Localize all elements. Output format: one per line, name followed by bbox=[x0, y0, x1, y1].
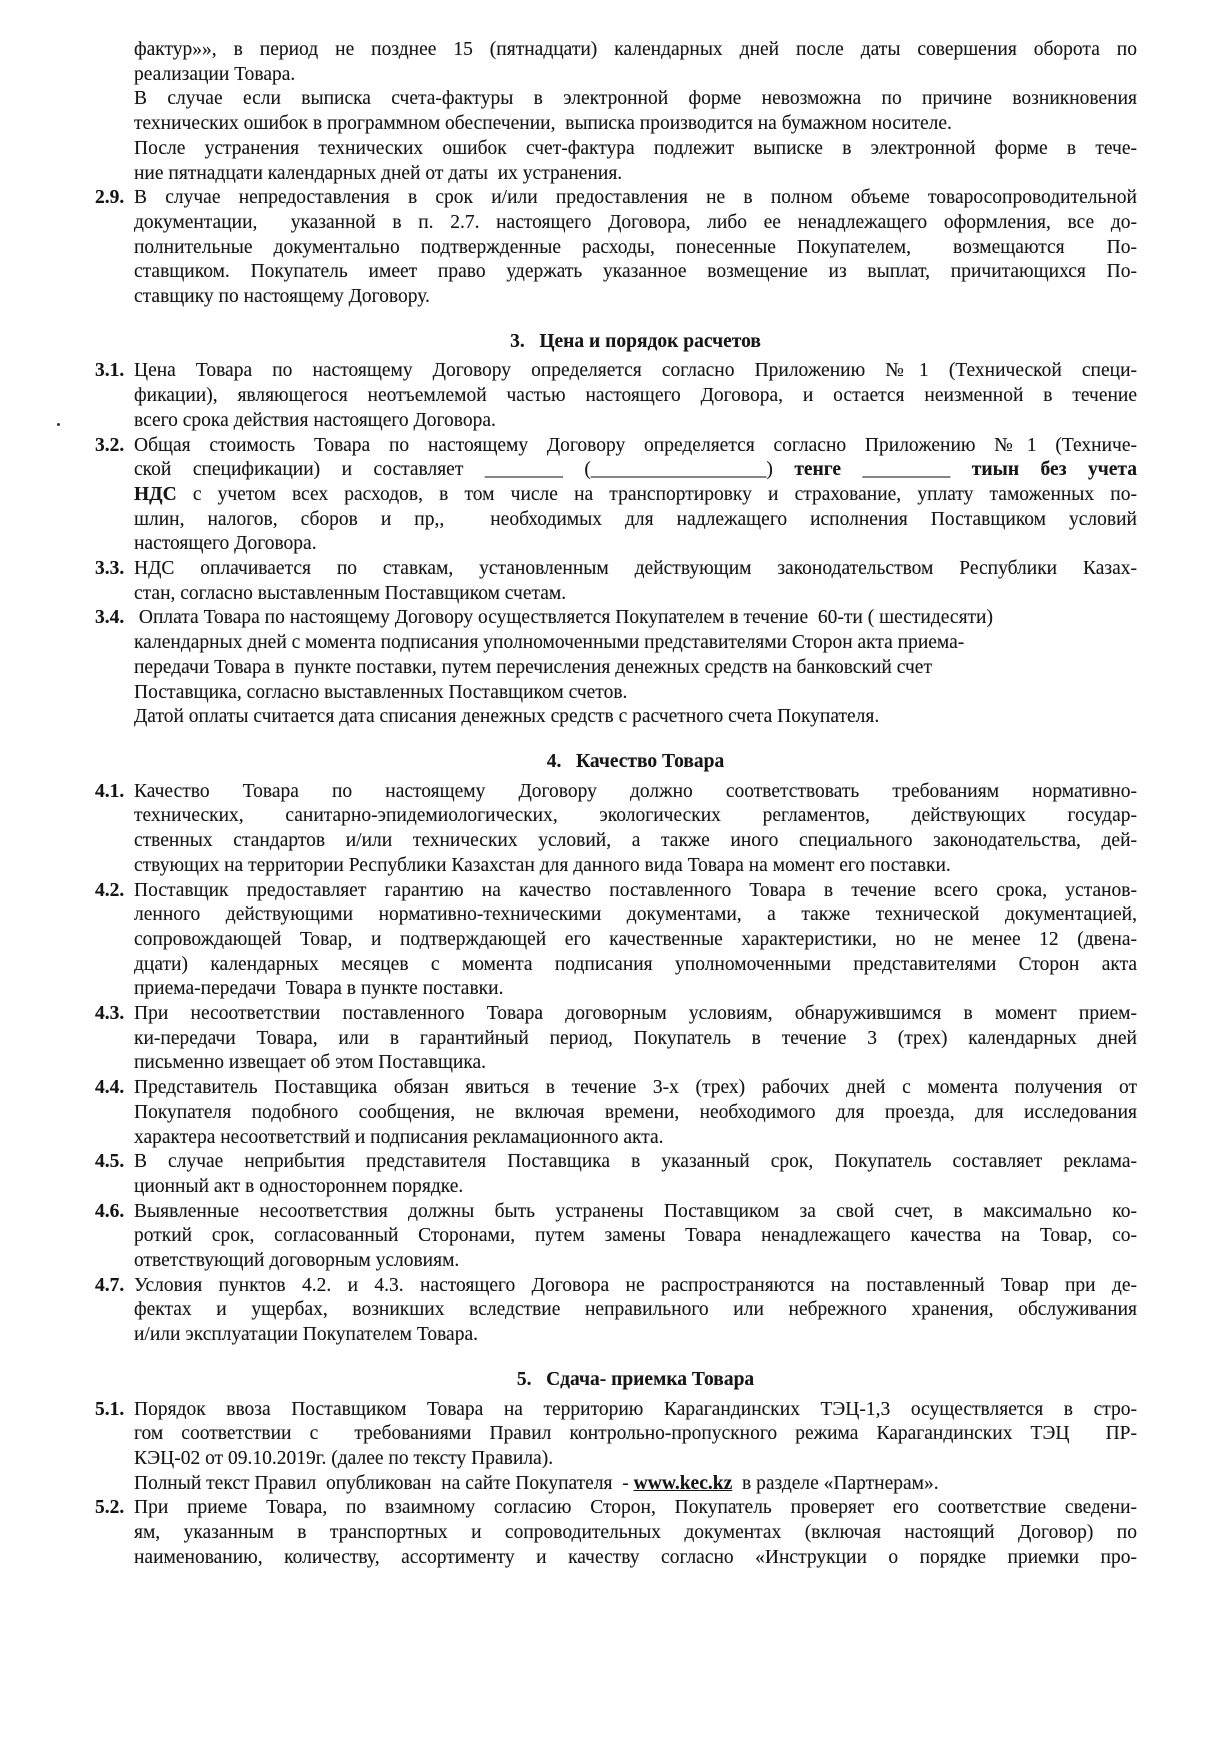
text-line: наименованию, количеству, ассортименту и качеству согласно «Инструкции о порядке приемки про- bbox=[134, 1546, 1137, 1568]
text-line: ставщиком. Покупатель имеет право удержать указанное возмещение из выплат, причитающихся По- bbox=[134, 261, 1137, 283]
bold-text: тиын без учета bbox=[971, 459, 1137, 481]
text-line: ской спецификации) и составляет ________ (__________________) тенге _________ тиын без учета bbox=[134, 459, 1137, 481]
numbered-paragraph bbox=[95, 557, 1137, 606]
text-line: После устранения технических ошибок счет-фактура подлежит выписке в электронной форме в тече- bbox=[134, 137, 1137, 159]
text-line: ствующих на территории Республики Казахстан для данного вида Товара на момент его поставки. bbox=[134, 854, 951, 876]
text-line: технических ошибок в программном обеспечении, выписка производится на бумажном носителе. bbox=[134, 113, 952, 135]
paragraph bbox=[134, 38, 1137, 87]
text-line: Покупателя подобного сообщения, не включая времени, необходимого для проезда, для исследования bbox=[134, 1101, 1137, 1123]
text-line: характера несоответствий и подписания рекламационного акта. bbox=[134, 1126, 664, 1148]
text-line: 2.9. В случае непредоставления в срок и/или предоставления не в полном объеме товаросопроводительной bbox=[134, 186, 1137, 211]
text-line: ционный акт в одностороннем порядке. bbox=[134, 1175, 464, 1197]
paragraph-number: 3.3. bbox=[95, 558, 125, 580]
numbered-paragraph bbox=[95, 1398, 1137, 1497]
website-url: www.kec.kz bbox=[633, 1472, 733, 1494]
text-line: реализации Товара. bbox=[134, 63, 296, 85]
text-line: 4.7. Условия пунктов 4.2. и 4.3. настоящего Договора не распространяются на поставленный Товар при де- bbox=[134, 1274, 1137, 1299]
text-line: 4.6. Выявленные несоответствия должны быть устранены Поставщиком за свой счет, в максимально ко- bbox=[134, 1200, 1137, 1225]
paragraph-number: 3.2. bbox=[95, 434, 125, 456]
numbered-paragraph bbox=[95, 1496, 1137, 1570]
text-line: ственных стандартов и/или технических условий, а также иного специального законодательства, дей- bbox=[134, 830, 1137, 852]
section-heading: 5. Сдача- приемка Товара bbox=[516, 1368, 755, 1390]
text-line: стан, согласно выставленным Поставщиком счетам. bbox=[134, 582, 567, 604]
text-line: всего срока действия настоящего Договора. bbox=[134, 409, 496, 431]
numbered-paragraph bbox=[95, 1274, 1137, 1348]
text-line: фикации), являющегося неотъемлемой частью настоящего Договора, и остается неизменной в течение bbox=[134, 385, 1137, 407]
text-line: 4.2. Поставщик предоставляет гарантию на качество поставленного Товара в течение всего срока, установ- bbox=[134, 879, 1137, 904]
text-line: технических, санитарно-эпидемиологических, экологических регламентов, действующих государ- bbox=[134, 805, 1137, 827]
text-line: 4.5. В случае неприбытия представителя Поставщика в указанный срок, Покупатель составляет реклама- bbox=[134, 1150, 1137, 1175]
numbered-paragraph bbox=[95, 1200, 1137, 1274]
paragraph-number: 5.2. bbox=[95, 1497, 125, 1519]
numbered-paragraph bbox=[95, 1076, 1137, 1150]
document-body bbox=[95, 38, 1137, 1570]
paragraph-number: 4.6. bbox=[95, 1200, 125, 1222]
text-line: 4.1. Качество Товара по настоящему Договору должно соответствовать требованиям нормативно- bbox=[134, 780, 1137, 805]
numbered-paragraph bbox=[95, 1150, 1137, 1199]
text-line: полнительные документально подтвержденные расходы, понесенные Покупателем, возмещаются По- bbox=[134, 236, 1137, 258]
text-line: фектах и ущербах, возникших вследствие неправильного или небрежного хранения, обслуживания bbox=[134, 1299, 1137, 1321]
text-line: шлин, налогов, сборов и пр,, необходимых для надлежащего исполнения Поставщиком условий bbox=[134, 508, 1137, 530]
text-line: НДС с учетом всех расходов, в том числе на транспортировку и страхование, уплату таможенных по- bbox=[134, 483, 1137, 505]
text-line: 4.3. При несоответствии поставленного Товара договорным условиям, обнаружившимся в момент прием- bbox=[134, 1002, 1137, 1027]
numbered-paragraph bbox=[95, 879, 1137, 1003]
text-line: приема-передачи Товара в пункте поставки. bbox=[134, 978, 504, 1000]
section-heading: 4. Качество Товара bbox=[546, 750, 725, 772]
text-line: 3.2. Общая стоимость Товара по настоящему Договору определяется согласно Приложению №1 (Техниче- bbox=[134, 434, 1137, 459]
text-line: фактур»», в период не позднее 15 (пятнадцати) календарных дней после даты совершения оборота по bbox=[134, 39, 1137, 60]
paragraph-number: 4.2. bbox=[95, 879, 125, 901]
text-line: 5.1. Порядок ввоза Поставщиком Товара на территорию Карагандинских ТЭЦ-1,3 осуществляется в стро- bbox=[134, 1398, 1137, 1423]
text-line: гом соответствии с требованиями Правил контрольно-пропускного режима Карагандинских ТЭЦ ПР- bbox=[134, 1423, 1137, 1445]
bold-text: НДС bbox=[134, 483, 177, 505]
paragraph-number: 4.1. bbox=[95, 780, 125, 802]
bold-text: тенге bbox=[794, 459, 842, 481]
paragraph bbox=[134, 137, 1137, 186]
scan-speck bbox=[57, 423, 60, 426]
text-line: КЭЦ-02 от 09.10.2019г. (далее по тексту Правила). bbox=[134, 1447, 554, 1469]
paragraph-number: 4.3. bbox=[95, 1003, 125, 1025]
numbered-paragraph bbox=[95, 606, 1137, 730]
text-line: документации, указанной в п. 2.7. настоящего Договора, либо ее ненадлежащего оформления, все до- bbox=[134, 211, 1137, 233]
text-line: 4.4. Представитель Поставщика обязан явиться в течение 3-х (трех) рабочих дней с момента получения от bbox=[134, 1076, 1137, 1101]
text-line: 3.1. Цена Товара по настоящему Договору определяется согласно Приложению №1 (Технической специ- bbox=[134, 359, 1137, 384]
text-line: 3.3. НДС оплачивается по ставкам, установленным действующим законодательством Республики Казах- bbox=[134, 557, 1137, 582]
text-line: ленного действующими нормативно-техническими документами, а также технической документацией, bbox=[134, 904, 1137, 926]
text-line: 5.2. При приеме Товара, по взаимному согласию Сторон, Покупатель проверяет его соответствие сведени- bbox=[134, 1496, 1137, 1521]
text-line: Поставщика, согласно выставленных Поставщиком счетов. bbox=[134, 681, 628, 703]
section-heading: 3. Цена и порядок расчетов bbox=[510, 330, 761, 352]
paragraph-number: 2.9. bbox=[95, 187, 125, 209]
text-line: ставщику по настоящему Договору. bbox=[134, 286, 430, 308]
paragraph-number: 3.1. bbox=[95, 360, 125, 382]
text-line: ние пятнадцати календарных дней от даты их устранения. bbox=[134, 162, 623, 184]
paragraph bbox=[134, 87, 1137, 136]
numbered-paragraph bbox=[95, 186, 1137, 310]
text-line: передачи Товара в пункте поставки, путем перечисления денежных средств на банковский счет bbox=[134, 656, 932, 678]
text-line: сопровождающей Товар, и подтверждающей его качественные характеристики, но не менее 12 (двена- bbox=[134, 928, 1137, 950]
text-line: роткий срок, согласованный Сторонами, путем замены Товара ненадлежащего качества на Товар, со- bbox=[134, 1225, 1137, 1247]
text-line: и/или эксплуатации Покупателем Товара. bbox=[134, 1324, 478, 1346]
text-line: В случае если выписка счета-фактуры в электронной форме невозможна по причине возникновения bbox=[134, 88, 1137, 110]
paragraph-number: 4.7. bbox=[95, 1274, 125, 1296]
text-line: письменно извещает об этом Поставщика. bbox=[134, 1052, 487, 1074]
text-line: ответствующий договорным условиям. bbox=[134, 1250, 460, 1272]
paragraph-number: 4.5. bbox=[95, 1151, 125, 1173]
paragraph-number: 5.1. bbox=[95, 1398, 125, 1420]
paragraph-number: 3.4. bbox=[95, 607, 125, 629]
text-line: ям, указанным в транспортных и сопроводительных документах (включая настоящий Договор) по bbox=[134, 1522, 1137, 1544]
numbered-paragraph bbox=[95, 359, 1137, 433]
text-line: ки-передачи Товара, или в гарантийный период, Покупатель в течение 3 (трех) календарных дней bbox=[134, 1027, 1137, 1049]
text-line: Полный текст Правил опубликован на сайте Покупателя - www.kec.kz в разделе «Партнерам». bbox=[134, 1472, 939, 1494]
text-line: календарных дней с момента подписания уполномоченными представителями Сторон акта приема- bbox=[134, 632, 965, 654]
text-line: 3.4. Оплата Товара по настоящему Договору осуществляется Покупателем в течение 60-ти ( шестидесяти) bbox=[134, 606, 1137, 631]
paragraph-number: 4.4. bbox=[95, 1077, 125, 1099]
text-line: настоящего Договора. bbox=[134, 533, 317, 555]
numbered-paragraph bbox=[95, 434, 1137, 558]
numbered-paragraph bbox=[95, 780, 1137, 879]
text-line: дцати) календарных месяцев с момента подписания уполномоченными представителями Сторон акта bbox=[134, 953, 1137, 975]
numbered-paragraph bbox=[95, 1002, 1137, 1076]
text-line: Датой оплаты считается дата списания денежных средств с расчетного счета Покупателя. bbox=[134, 706, 880, 728]
